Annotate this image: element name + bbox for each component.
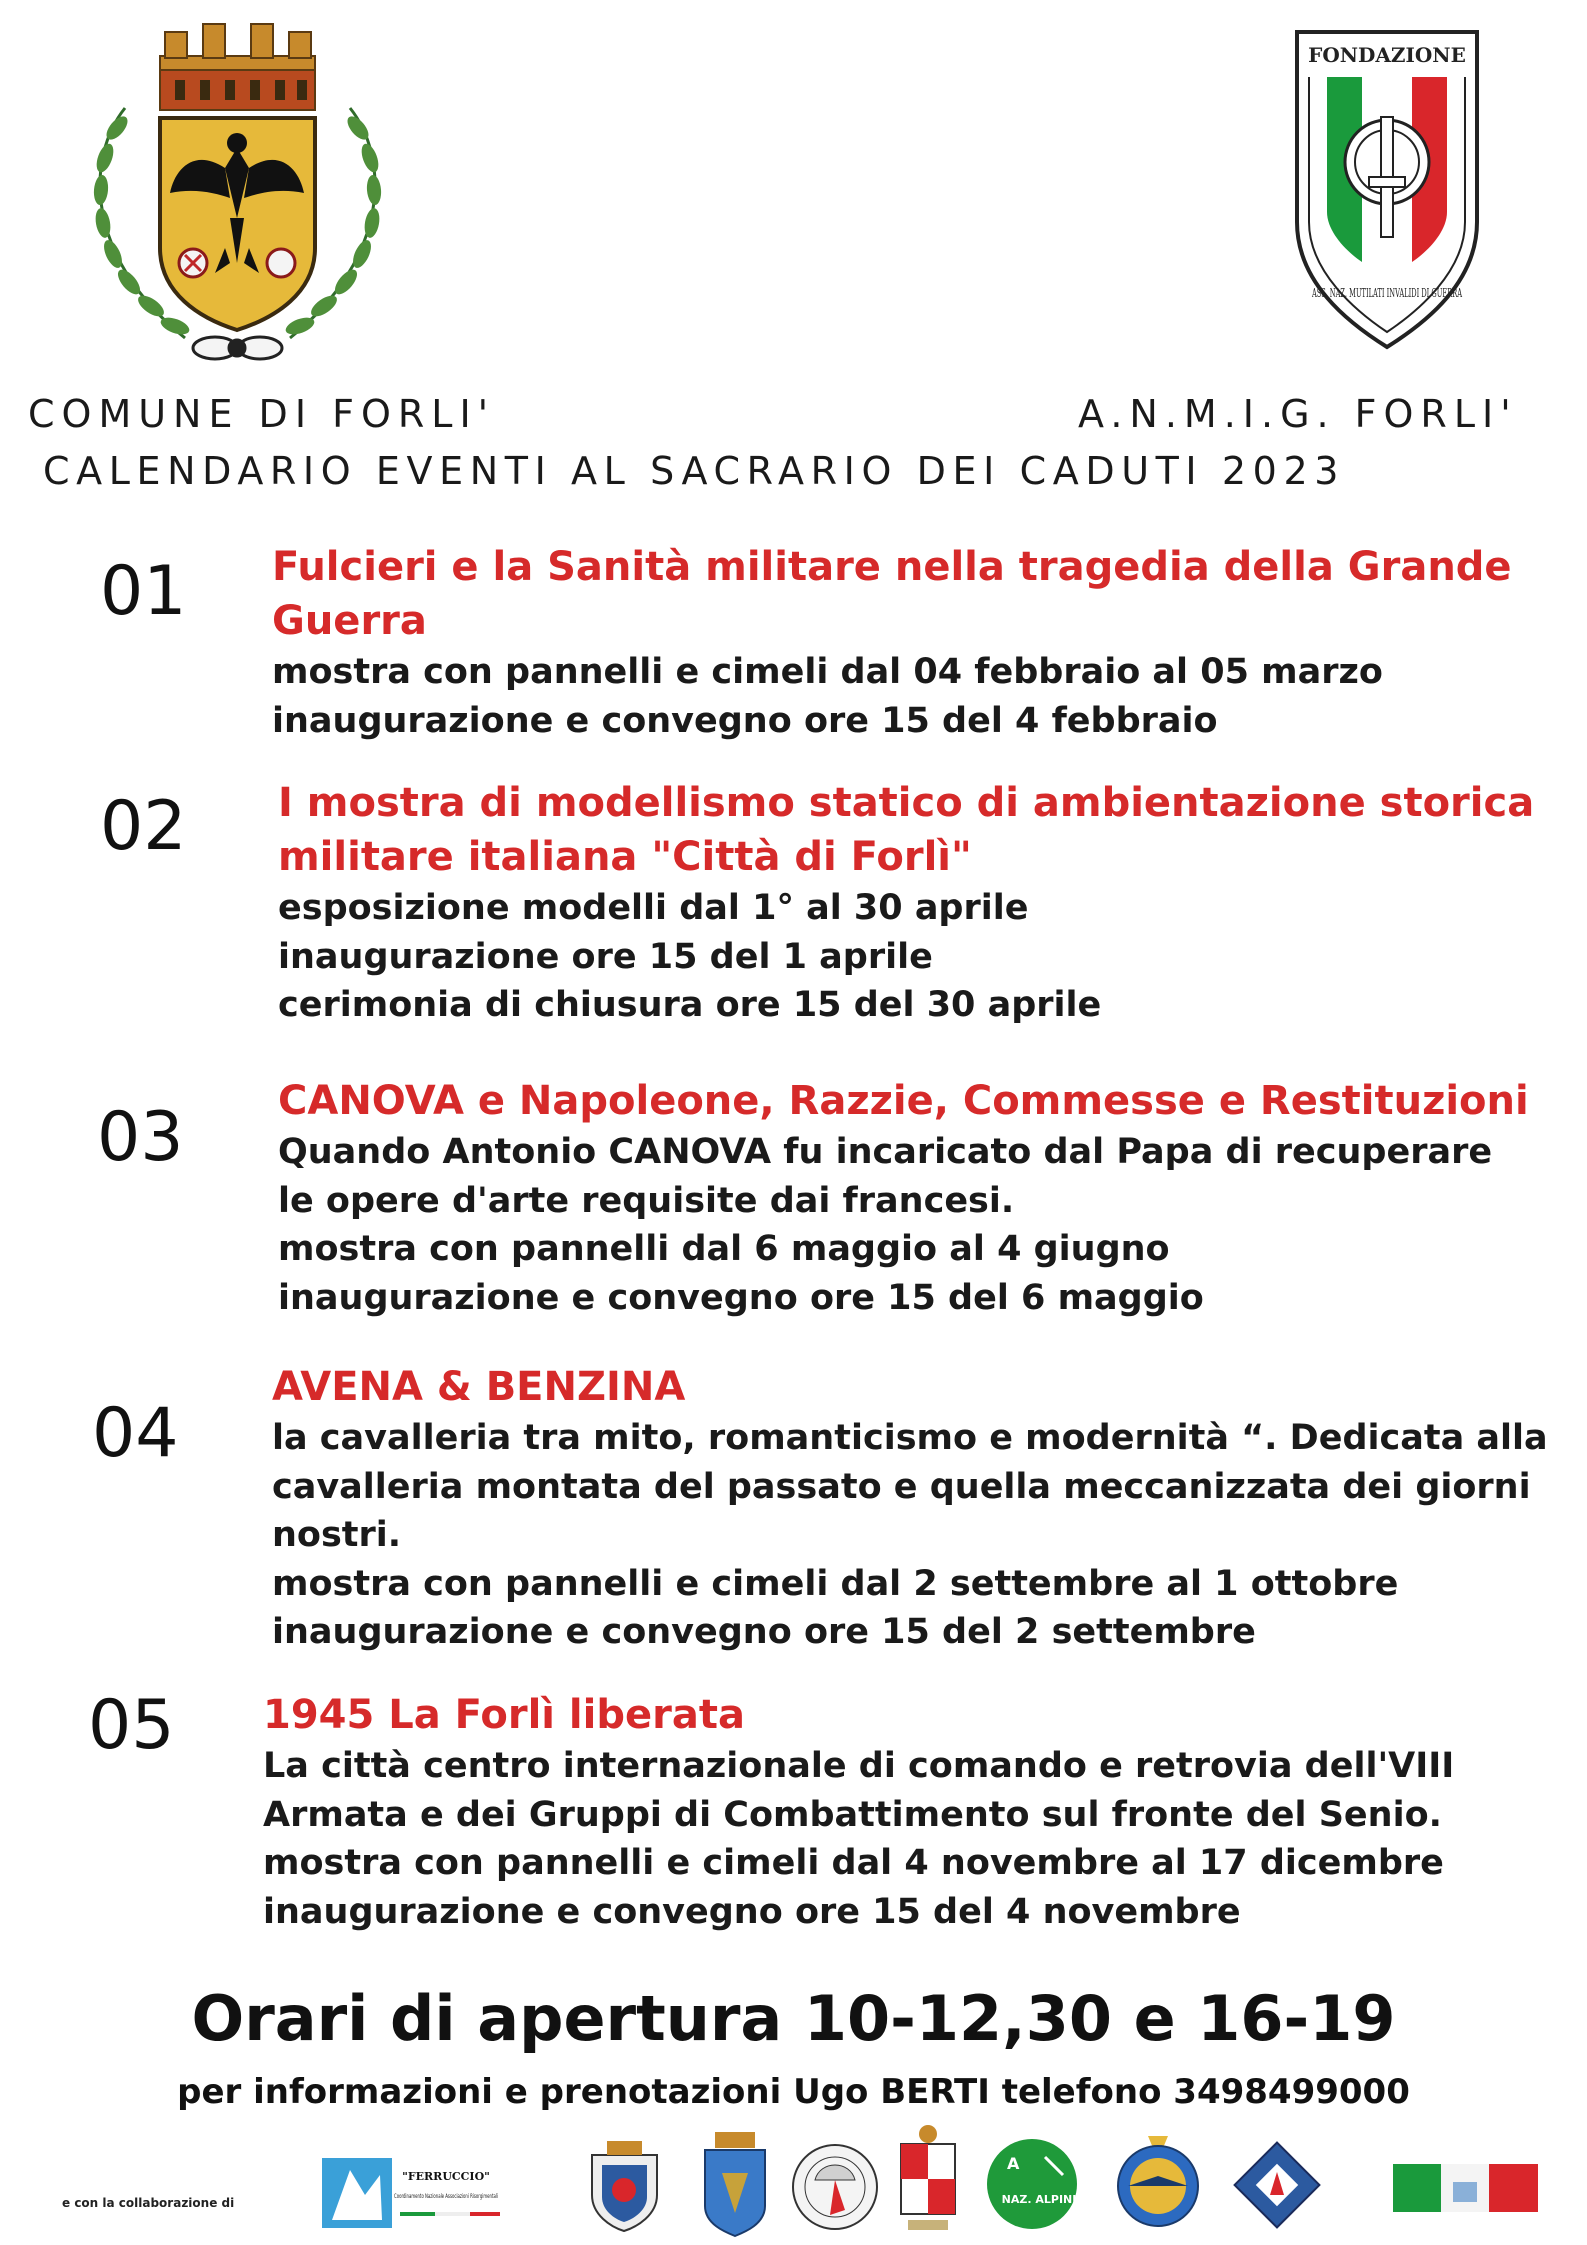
alpini-text: NAZ. ALPINI <box>1001 2193 1077 2206</box>
event-number-02: 02 <box>100 787 187 866</box>
event-detail-line: nostri. <box>272 1515 402 1555</box>
ferruccio-title: "FERRUCCIO" <box>402 2170 490 2183</box>
event-detail-line: inaugurazione e convegno ore 15 del 4 novembre <box>263 1891 1241 1932</box>
event-detail-line: inaugurazione e convegno ore 15 del 6 maggio <box>278 1277 1204 1318</box>
event-title-line: CANOVA e Napoleone, Razzie, Commesse e Restituzioni <box>278 1078 1529 1124</box>
event-detail-line: la cavalleria tra mito, romanticismo e modernità “. Dedicata alla <box>272 1418 1548 1458</box>
event-detail-line: inaugurazione e convegno ore 15 del 4 febbraio <box>272 700 1218 741</box>
event-title-line: militare italiana "Città di Forlì" <box>278 834 972 880</box>
event-05 <box>263 1688 1454 1936</box>
page-title: CALENDARIO EVENTI AL SACRARIO DEI CADUTI 2023 <box>43 449 1346 493</box>
event-02 <box>278 776 1534 1030</box>
opening-hours: Orari di apertura 10-12,30 e 16-19 <box>191 1982 1396 2055</box>
event-detail-line: le opere d'arte requisite dai francesi. <box>278 1180 1015 1221</box>
event-detail-line: inaugurazione e convegno ore 15 del 2 settembre <box>272 1612 1256 1652</box>
anmig-forli-label: A.N.M.I.G. FORLI' <box>1078 392 1518 436</box>
event-detail-line: mostra con pannelli e cimeli dal 4 novembre al 17 dicembre <box>263 1843 1444 1883</box>
anmig-fondazione-logo <box>1287 22 1487 352</box>
event-title-line: 1945 La Forlì liberata <box>263 1692 745 1738</box>
event-01 <box>272 540 1512 745</box>
alpini-logo <box>985 2137 1080 2232</box>
svg-text:A: A <box>1007 2154 1020 2173</box>
military-shield-logo <box>700 2128 770 2238</box>
event-detail-line: inaugurazione ore 15 del 1 aprile <box>278 936 933 977</box>
event-04 <box>272 1360 1548 1657</box>
italian-flag-logo <box>1393 2164 1538 2212</box>
aeronautica-logo <box>1108 2128 1208 2233</box>
comune-forli-label: COMUNE DI FORLI' <box>28 392 496 436</box>
event-detail-line: La città centro internazionale di comando e retrovia dell'VIII <box>263 1746 1455 1786</box>
event-detail-line: mostra con pannelli e cimeli dal 04 febbraio al 05 marzo <box>272 652 1383 692</box>
comune-forli-coat-of-arms <box>65 18 410 373</box>
event-title-line: Guerra <box>272 598 427 644</box>
event-title-line: AVENA & BENZINA <box>272 1364 686 1410</box>
ferruccio-logo <box>320 2150 505 2235</box>
associazione-nazionale-logo <box>1232 2140 1322 2235</box>
contact-info: per informazioni e prenotazioni Ugo BERTI telefono 3498499000 <box>177 2072 1410 2112</box>
event-number-03: 03 <box>97 1098 184 1177</box>
event-detail-line: Quando Antonio CANOVA fu incaricato dal Papa di recuperare <box>278 1132 1493 1172</box>
association-crest-logo <box>582 2135 667 2235</box>
event-number-01: 01 <box>100 552 187 631</box>
anmig-ring-text: ASS. NAZ. MUTILATI INVALIDI DI GUERRA <box>1311 286 1463 300</box>
paracadutisti-logo <box>790 2140 880 2235</box>
bersaglieri-crest-logo <box>893 2122 963 2237</box>
collaboration-label: e con la collaborazione di <box>62 2196 235 2210</box>
event-detail-line: mostra con pannelli e cimeli dal 2 settembre al 1 ottobre <box>272 1563 1399 1604</box>
event-title-line: I mostra di modellismo statico di ambientazione storica <box>278 780 1535 826</box>
event-detail-line: mostra con pannelli dal 6 maggio al 4 giugno <box>278 1229 1170 1269</box>
ferruccio-subtitle: Coordinamento Nazionale Associazioni Risorgimentali <box>394 2193 499 2200</box>
event-number-05: 05 <box>88 1686 175 1765</box>
event-detail-line: cavalleria montata del passato e quella meccanizzata dei giorni <box>272 1466 1531 1507</box>
event-number-04: 04 <box>92 1394 179 1473</box>
event-detail-line: esposizione modelli dal 1° al 30 aprile <box>278 888 1029 928</box>
event-03 <box>278 1074 1529 1322</box>
event-detail-line: Armata e dei Gruppi di Combattimento sul fronte del Senio. <box>263 1794 1442 1835</box>
event-detail-line: cerimonia di chiusura ore 15 del 30 aprile <box>278 985 1102 1025</box>
fondazione-text: FONDAZIONE <box>1308 43 1466 67</box>
event-title-line: Fulcieri e la Sanità militare nella tragedia della Grande <box>272 544 1512 590</box>
